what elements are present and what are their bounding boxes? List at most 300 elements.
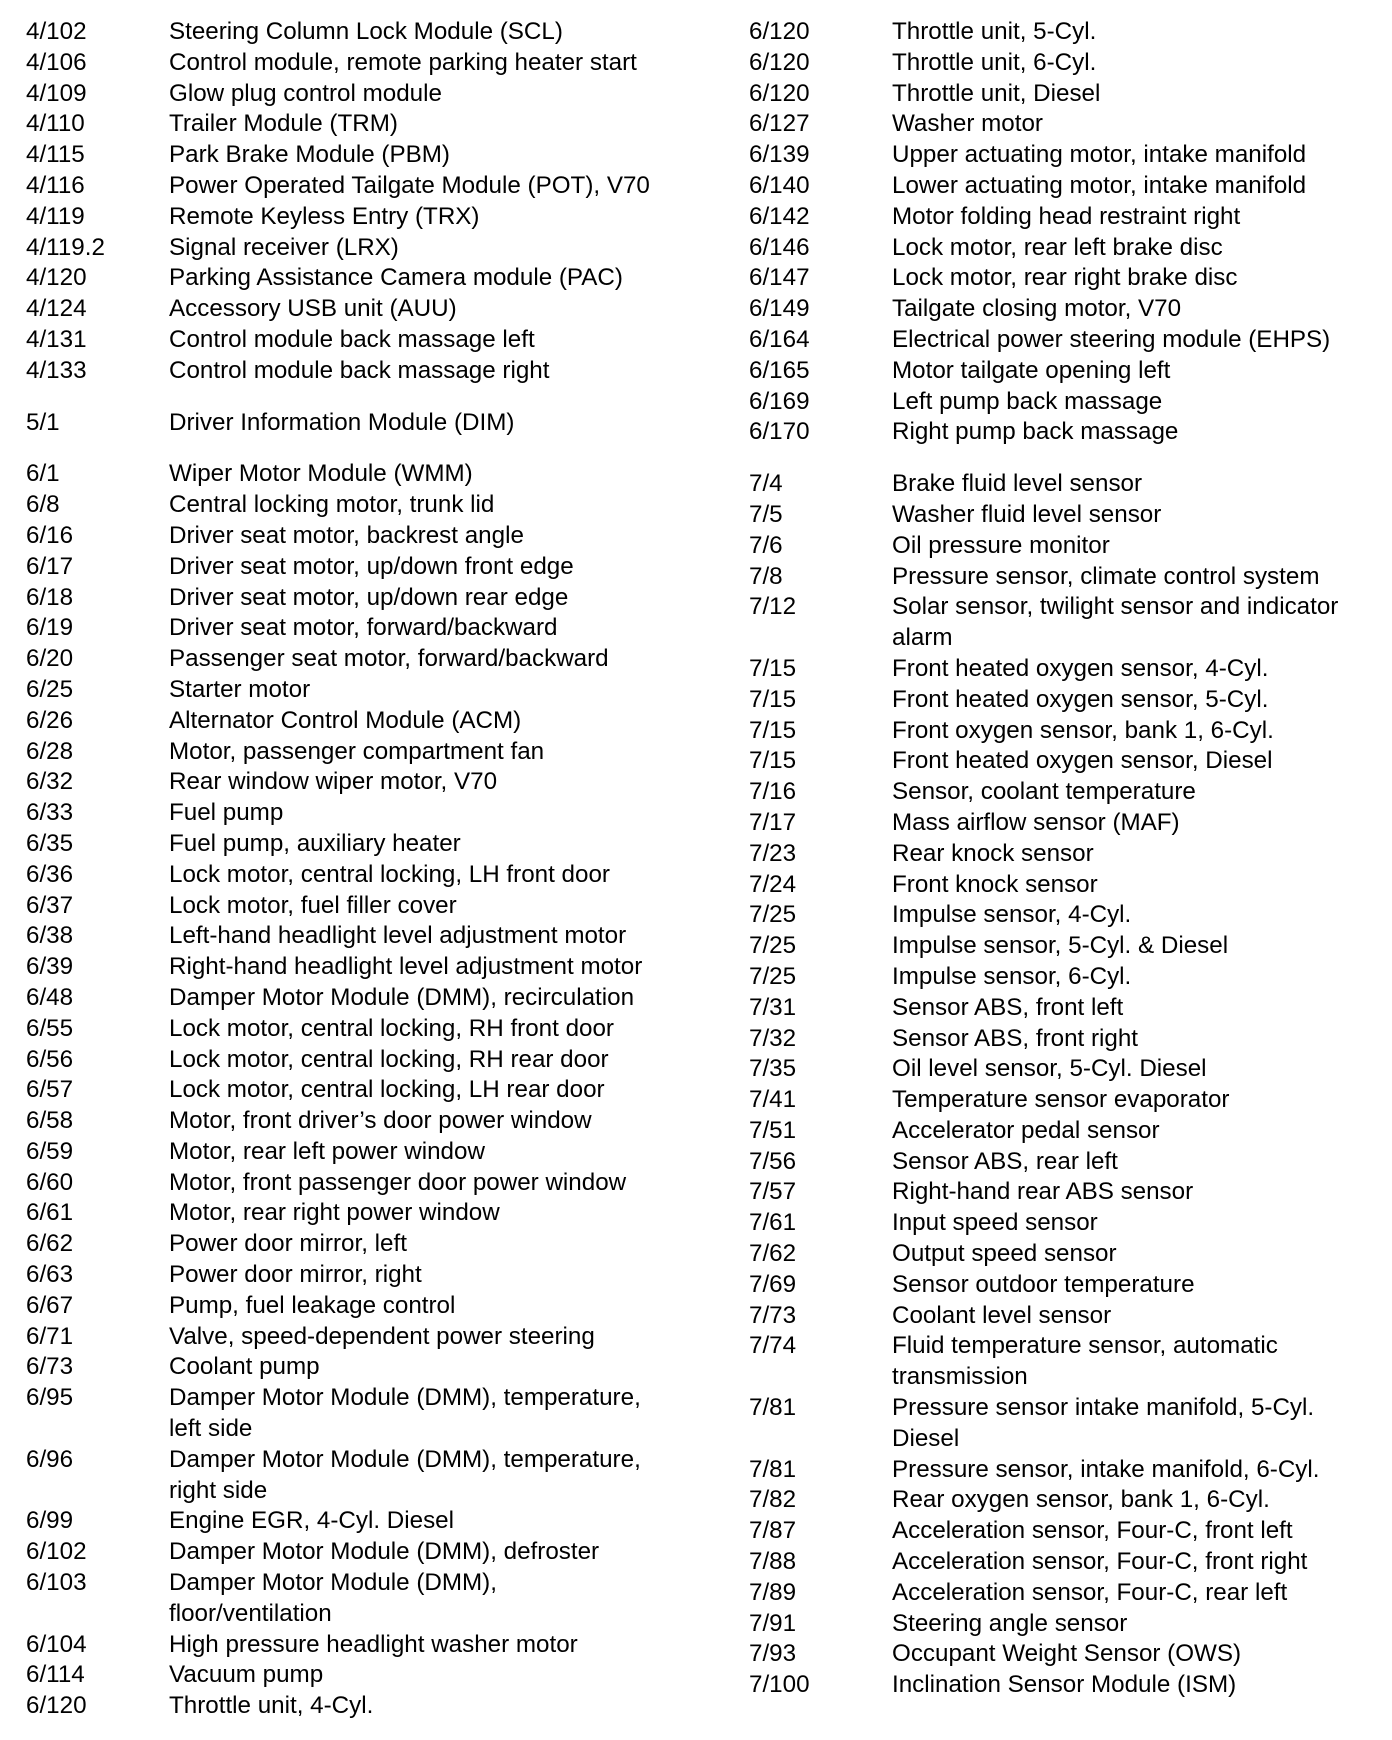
component-entry	[26, 675, 706, 706]
component-code: 7/15	[749, 747, 797, 775]
component-code: 4/116	[26, 171, 85, 199]
component-description: Left-hand headlight level adjustment motor	[169, 922, 627, 950]
component-entry	[26, 17, 706, 48]
component-entry-continuation	[26, 1476, 706, 1507]
component-entry	[26, 1537, 706, 1568]
component-description: Impulse sensor, 5-Cyl. & Diesel	[892, 932, 1229, 960]
component-entry	[26, 1198, 706, 1229]
component-entry	[749, 1516, 1379, 1547]
code-spacer	[26, 1476, 169, 1507]
component-code: 4/102	[26, 18, 87, 45]
component-description: Signal receiver (LRX)	[169, 233, 399, 261]
component-entry	[26, 294, 706, 325]
component-description: Power door mirror, right	[169, 1261, 422, 1289]
component-entry	[749, 531, 1379, 562]
component-code: 6/32	[26, 768, 74, 796]
component-entry	[749, 417, 1379, 448]
component-code: 6/33	[26, 799, 74, 827]
component-description: Damper Motor Module (DMM), defroster	[169, 1538, 600, 1566]
component-code: 4/133	[26, 356, 87, 384]
component-entry	[749, 109, 1379, 140]
component-description: Driver seat motor, up/down rear edge	[169, 583, 569, 611]
component-entry	[26, 79, 706, 110]
component-entry	[749, 654, 1379, 685]
component-description: Motor tailgate opening left	[892, 356, 1171, 384]
group-spacer	[26, 387, 706, 408]
component-description: Rear oxygen sensor, bank 1, 6-Cyl.	[892, 1486, 1270, 1514]
component-code: 6/62	[26, 1230, 74, 1258]
component-description: Lock motor, central locking, RH front door	[169, 1014, 614, 1042]
component-code: 7/89	[749, 1578, 797, 1606]
component-code: 6/73	[26, 1353, 74, 1381]
component-code: 6/120	[749, 79, 810, 107]
component-description: Sensor outdoor temperature	[892, 1270, 1195, 1298]
component-entry	[749, 233, 1379, 264]
component-entry	[26, 459, 706, 490]
component-entry	[749, 171, 1379, 202]
component-entry	[26, 767, 706, 798]
component-description: Driver seat motor, up/down front edge	[169, 552, 574, 580]
component-code: 7/81	[749, 1455, 797, 1483]
component-description: Coolant level sensor	[892, 1301, 1112, 1329]
component-code: 6/19	[26, 614, 74, 642]
component-code: 7/82	[749, 1486, 797, 1514]
component-code: 7/5	[749, 500, 783, 528]
component-code: 7/57	[749, 1178, 797, 1206]
component-description: Motor, front driver’s door power window	[169, 1107, 592, 1135]
component-description: Washer fluid level sensor	[892, 500, 1162, 528]
right-column	[749, 17, 1379, 1701]
component-entry-continuation	[749, 623, 1379, 654]
component-entry	[749, 1239, 1379, 1270]
component-entry	[26, 1660, 706, 1691]
component-description: Central locking motor, trunk lid	[169, 491, 495, 519]
component-entry	[749, 1085, 1379, 1116]
component-description: Front knock sensor	[892, 870, 1098, 898]
component-description: Damper Motor Module (DMM), recirculation	[169, 983, 635, 1011]
component-entry	[26, 644, 706, 675]
component-description: Pressure sensor, intake manifold, 6-Cyl.	[892, 1455, 1320, 1483]
component-entry	[749, 356, 1379, 387]
component-entry	[26, 1045, 706, 1076]
component-code: 6/102	[26, 1538, 87, 1566]
component-entry	[26, 552, 706, 583]
component-description: Driver seat motor, backrest angle	[169, 521, 524, 549]
component-code: 6/25	[26, 675, 74, 703]
component-description: Driver Information Module (DIM)	[169, 408, 515, 436]
component-description: Temperature sensor evaporator	[892, 1086, 1230, 1114]
component-description: Parking Assistance Camera module (PAC)	[169, 264, 623, 292]
component-description: Motor, passenger compartment fan	[169, 737, 545, 765]
component-code: 6/57	[26, 1076, 74, 1104]
component-code: 6/58	[26, 1107, 74, 1135]
component-code: 4/120	[26, 264, 87, 292]
component-code: 6/16	[26, 521, 74, 549]
component-description: Throttle unit, 5-Cyl.	[892, 18, 1097, 45]
component-entry	[749, 1547, 1379, 1578]
component-description: Driver seat motor, forward/backward	[169, 614, 558, 642]
component-code: 7/74	[749, 1332, 797, 1360]
component-description: Lock motor, central locking, LH rear door	[169, 1076, 605, 1104]
component-code: 6/165	[749, 356, 810, 384]
component-entry	[26, 1014, 706, 1045]
component-code: 6/18	[26, 583, 74, 611]
component-code: 6/140	[749, 171, 810, 199]
component-description: Control module back massage right	[169, 356, 550, 384]
component-description: Lock motor, central locking, RH rear door	[169, 1045, 609, 1073]
component-code: 7/62	[749, 1240, 797, 1268]
component-code: 6/37	[26, 891, 74, 919]
component-description: Lower actuating motor, intake manifold	[892, 171, 1307, 199]
component-entry	[26, 737, 706, 768]
component-entry	[26, 1506, 706, 1537]
component-code: 7/61	[749, 1209, 797, 1237]
component-description: Acceleration sensor, Four-C, front left	[892, 1517, 1293, 1545]
component-description-continued: floor/ventilation	[169, 1599, 332, 1627]
component-description: Glow plug control module	[169, 79, 442, 107]
component-code: 6/39	[26, 953, 74, 981]
component-description: Right-hand rear ABS sensor	[892, 1178, 1194, 1206]
component-code: 6/127	[749, 110, 810, 138]
component-description-continued: right side	[169, 1476, 268, 1504]
component-code: 6/169	[749, 387, 810, 415]
component-description: Pressure sensor, climate control system	[892, 562, 1320, 590]
component-entry	[26, 613, 706, 644]
component-description: Brake fluid level sensor	[892, 470, 1143, 498]
component-entry	[749, 1024, 1379, 1055]
component-entry	[749, 500, 1379, 531]
component-code: 6/149	[749, 295, 810, 323]
component-entry	[26, 1691, 706, 1722]
component-description: Motor folding head restraint right	[892, 202, 1241, 230]
component-entry	[749, 387, 1379, 418]
component-description: Alternator Control Module (ACM)	[169, 706, 522, 734]
component-description: Fuel pump	[169, 799, 284, 827]
component-entry	[26, 1137, 706, 1168]
component-description: Damper Motor Module (DMM), temperature,	[169, 1384, 641, 1412]
component-code: 6/103	[26, 1569, 87, 1597]
component-description-continued: transmission	[892, 1363, 1028, 1391]
component-code: 6/1	[26, 460, 60, 488]
component-entry	[749, 1270, 1379, 1301]
component-description: Throttle unit, 6-Cyl.	[892, 48, 1097, 76]
component-code: 6/67	[26, 1291, 74, 1319]
component-entry	[749, 592, 1379, 623]
component-code: 6/104	[26, 1630, 87, 1658]
component-entry	[26, 325, 706, 356]
code-spacer	[749, 1362, 892, 1393]
component-description: Lock motor, rear right brake disc	[892, 264, 1238, 292]
component-entry	[749, 263, 1379, 294]
component-description: High pressure headlight washer motor	[169, 1630, 578, 1658]
component-entry	[26, 1383, 706, 1414]
component-description: Park Brake Module (PBM)	[169, 141, 450, 169]
component-code: 6/35	[26, 829, 74, 857]
component-code: 6/142	[749, 202, 810, 230]
component-code: 6/17	[26, 552, 74, 580]
component-code: 6/164	[749, 325, 810, 353]
component-code: 7/23	[749, 839, 797, 867]
component-entry	[26, 140, 706, 171]
component-entry	[749, 325, 1379, 356]
component-entry	[749, 839, 1379, 870]
component-code: 7/25	[749, 901, 797, 929]
component-code: 6/96	[26, 1445, 74, 1473]
component-code: 7/88	[749, 1548, 797, 1576]
component-code: 4/124	[26, 295, 87, 323]
component-code: 7/87	[749, 1517, 797, 1545]
code-spacer	[749, 623, 892, 654]
component-description: Mass airflow sensor (MAF)	[892, 808, 1180, 836]
component-description: Fluid temperature sensor, automatic	[892, 1332, 1278, 1360]
component-description: Tailgate closing motor, V70	[892, 295, 1182, 323]
component-code: 6/56	[26, 1045, 74, 1073]
component-description: Trailer Module (TRM)	[169, 110, 398, 138]
component-code: 6/63	[26, 1261, 74, 1289]
component-entry	[749, 48, 1379, 79]
component-entry	[749, 870, 1379, 901]
component-code: 6/28	[26, 737, 74, 765]
component-description-continued: left side	[169, 1415, 253, 1443]
component-entry	[749, 202, 1379, 233]
component-entry	[749, 716, 1379, 747]
component-description: Steering angle sensor	[892, 1609, 1128, 1637]
component-entry-continuation	[26, 1599, 706, 1630]
component-code: 6/59	[26, 1137, 74, 1165]
component-description: Passenger seat motor, forward/backward	[169, 645, 609, 673]
component-entry	[749, 993, 1379, 1024]
component-description: Pressure sensor intake manifold, 5-Cyl.	[892, 1394, 1315, 1422]
group-spacer	[26, 438, 706, 459]
component-code: 6/139	[749, 141, 810, 169]
component-description: Accessory USB unit (AUU)	[169, 295, 457, 323]
component-description: Wiper Motor Module (WMM)	[169, 460, 473, 488]
component-code: 5/1	[26, 408, 60, 436]
component-description: Fuel pump, auxiliary heater	[169, 829, 461, 857]
component-description: Power Operated Tailgate Module (POT), V70	[169, 171, 650, 199]
code-spacer	[749, 1424, 892, 1455]
component-code: 7/15	[749, 654, 797, 682]
component-description: Front heated oxygen sensor, Diesel	[892, 747, 1273, 775]
component-code: 7/15	[749, 685, 797, 713]
component-entry	[26, 356, 706, 387]
component-entry	[749, 562, 1379, 593]
component-code: 6/55	[26, 1014, 74, 1042]
component-code: 7/6	[749, 531, 783, 559]
component-description: Right pump back massage	[892, 418, 1179, 446]
component-description: Front heated oxygen sensor, 5-Cyl.	[892, 685, 1269, 713]
component-entry	[749, 17, 1379, 48]
component-description-continued: alarm	[892, 624, 953, 652]
component-description: Motor, rear left power window	[169, 1137, 485, 1165]
component-description: Damper Motor Module (DMM),	[169, 1569, 497, 1597]
component-description: Throttle unit, 4-Cyl.	[169, 1692, 374, 1720]
component-description: Remote Keyless Entry (TRX)	[169, 202, 480, 230]
component-description: Left pump back massage	[892, 387, 1163, 415]
component-code: 6/38	[26, 922, 74, 950]
component-description: Coolant pump	[169, 1353, 320, 1381]
component-entry	[26, 521, 706, 552]
component-entry	[26, 48, 706, 79]
component-description: Upper actuating motor, intake manifold	[892, 141, 1307, 169]
component-entry	[749, 1147, 1379, 1178]
component-entry	[26, 1106, 706, 1137]
component-code: 7/73	[749, 1301, 797, 1329]
component-code: 7/12	[749, 593, 797, 621]
component-code: 6/146	[749, 233, 810, 261]
component-entry	[26, 171, 706, 202]
component-entry	[749, 808, 1379, 839]
component-code: 4/119	[26, 202, 85, 230]
component-code: 6/26	[26, 706, 74, 734]
component-code: 6/114	[26, 1661, 85, 1689]
component-code: 7/100	[749, 1671, 810, 1699]
component-entry-continuation	[749, 1362, 1379, 1393]
component-code: 7/93	[749, 1640, 797, 1668]
component-code: 7/25	[749, 932, 797, 960]
component-entry	[26, 1630, 706, 1661]
component-entry	[26, 490, 706, 521]
component-code: 6/71	[26, 1322, 74, 1350]
component-description: Starter motor	[169, 675, 311, 703]
component-entry	[26, 798, 706, 829]
component-code: 6/99	[26, 1507, 74, 1535]
component-entry	[26, 1168, 706, 1199]
component-entry	[26, 1229, 706, 1260]
component-description: Control module back massage left	[169, 325, 535, 353]
component-code: 7/4	[749, 470, 783, 498]
component-entry	[749, 685, 1379, 716]
component-code: 4/109	[26, 79, 87, 107]
component-entry	[749, 1301, 1379, 1332]
component-code: 7/16	[749, 778, 797, 806]
component-entry	[26, 706, 706, 737]
component-code: 4/131	[26, 325, 87, 353]
component-entry	[26, 583, 706, 614]
component-description: Inclination Sensor Module (ISM)	[892, 1671, 1237, 1699]
component-code: 7/91	[749, 1609, 797, 1637]
component-description: Input speed sensor	[892, 1209, 1098, 1237]
component-entry	[26, 891, 706, 922]
component-entry	[749, 294, 1379, 325]
component-entry	[749, 1208, 1379, 1239]
component-entry	[26, 860, 706, 891]
component-description: Front heated oxygen sensor, 4-Cyl.	[892, 654, 1269, 682]
component-description: Pump, fuel leakage control	[169, 1291, 456, 1319]
component-description: Sensor, coolant temperature	[892, 778, 1196, 806]
component-description: Front oxygen sensor, bank 1, 6-Cyl.	[892, 716, 1274, 744]
component-entry	[26, 1291, 706, 1322]
component-description: Acceleration sensor, Four-C, front right	[892, 1548, 1308, 1576]
component-description: Occupant Weight Sensor (OWS)	[892, 1640, 1242, 1668]
component-code: 7/81	[749, 1394, 797, 1422]
component-entry	[26, 233, 706, 264]
component-description: Oil level sensor, 5-Cyl. Diesel	[892, 1055, 1207, 1083]
component-code: 4/119.2	[26, 233, 105, 261]
component-entry	[26, 1568, 706, 1599]
component-description: Valve, speed-dependent power steering	[169, 1322, 595, 1350]
component-description: Engine EGR, 4-Cyl. Diesel	[169, 1507, 454, 1535]
component-entry	[749, 746, 1379, 777]
component-entry	[749, 1331, 1379, 1362]
component-code: 7/69	[749, 1270, 797, 1298]
component-code: 6/8	[26, 491, 60, 519]
component-description: Throttle unit, Diesel	[892, 79, 1101, 107]
component-code: 4/115	[26, 141, 85, 169]
component-entry	[749, 1639, 1379, 1670]
component-description: Impulse sensor, 6-Cyl.	[892, 962, 1132, 990]
group-spacer	[749, 448, 1379, 469]
component-entry	[26, 109, 706, 140]
component-description: Output speed sensor	[892, 1240, 1117, 1268]
component-description: Accelerator pedal sensor	[892, 1116, 1160, 1144]
component-code: 7/25	[749, 962, 797, 990]
component-entry	[26, 1322, 706, 1353]
component-description: Vacuum pump	[169, 1661, 324, 1689]
component-code: 7/15	[749, 716, 797, 744]
component-entry	[749, 79, 1379, 110]
component-code: 7/32	[749, 1024, 797, 1052]
component-entry	[749, 1116, 1379, 1147]
component-description-continued: Diesel	[892, 1424, 960, 1452]
component-description: Sensor ABS, front right	[892, 1024, 1139, 1052]
component-entry	[26, 263, 706, 294]
component-description: Motor, front passenger door power window	[169, 1168, 627, 1196]
component-description: Washer motor	[892, 110, 1043, 138]
component-entry	[26, 1445, 706, 1476]
component-description: Electrical power steering module (EHPS)	[892, 325, 1331, 353]
component-description: Sensor ABS, rear left	[892, 1147, 1118, 1175]
left-column	[26, 17, 706, 1722]
component-entry	[749, 900, 1379, 931]
component-entry	[749, 1054, 1379, 1085]
component-code: 7/51	[749, 1116, 797, 1144]
component-entry-continuation	[26, 1414, 706, 1445]
component-code: 7/17	[749, 808, 797, 836]
component-entry	[26, 952, 706, 983]
component-entry	[26, 1352, 706, 1383]
component-description: Impulse sensor, 4-Cyl.	[892, 901, 1132, 929]
component-description: Lock motor, fuel filler cover	[169, 891, 457, 919]
component-entry	[749, 1393, 1379, 1424]
component-entry	[26, 921, 706, 952]
component-code: 6/48	[26, 983, 74, 1011]
component-entry	[749, 140, 1379, 171]
component-code: 4/106	[26, 48, 87, 76]
component-entry	[749, 1609, 1379, 1640]
component-code: 6/120	[26, 1692, 87, 1720]
component-entry	[749, 1578, 1379, 1609]
component-description: Steering Column Lock Module (SCL)	[169, 18, 563, 45]
code-spacer	[26, 1599, 169, 1630]
component-code: 7/8	[749, 562, 783, 590]
component-entry	[749, 1177, 1379, 1208]
component-description: Rear window wiper motor, V70	[169, 768, 498, 796]
component-description: Power door mirror, left	[169, 1230, 407, 1258]
component-description: Acceleration sensor, Four-C, rear left	[892, 1578, 1288, 1606]
component-code: 6/95	[26, 1384, 74, 1412]
component-entry	[26, 983, 706, 1014]
component-description: Solar sensor, twilight sensor and indicator	[892, 593, 1339, 621]
component-entry	[749, 931, 1379, 962]
component-entry	[26, 1260, 706, 1291]
component-entry	[26, 408, 706, 439]
component-entry	[749, 777, 1379, 808]
component-code: 6/120	[749, 48, 810, 76]
component-description: Control module, remote parking heater start	[169, 48, 637, 76]
component-description: Rear knock sensor	[892, 839, 1094, 867]
component-entry	[749, 469, 1379, 500]
